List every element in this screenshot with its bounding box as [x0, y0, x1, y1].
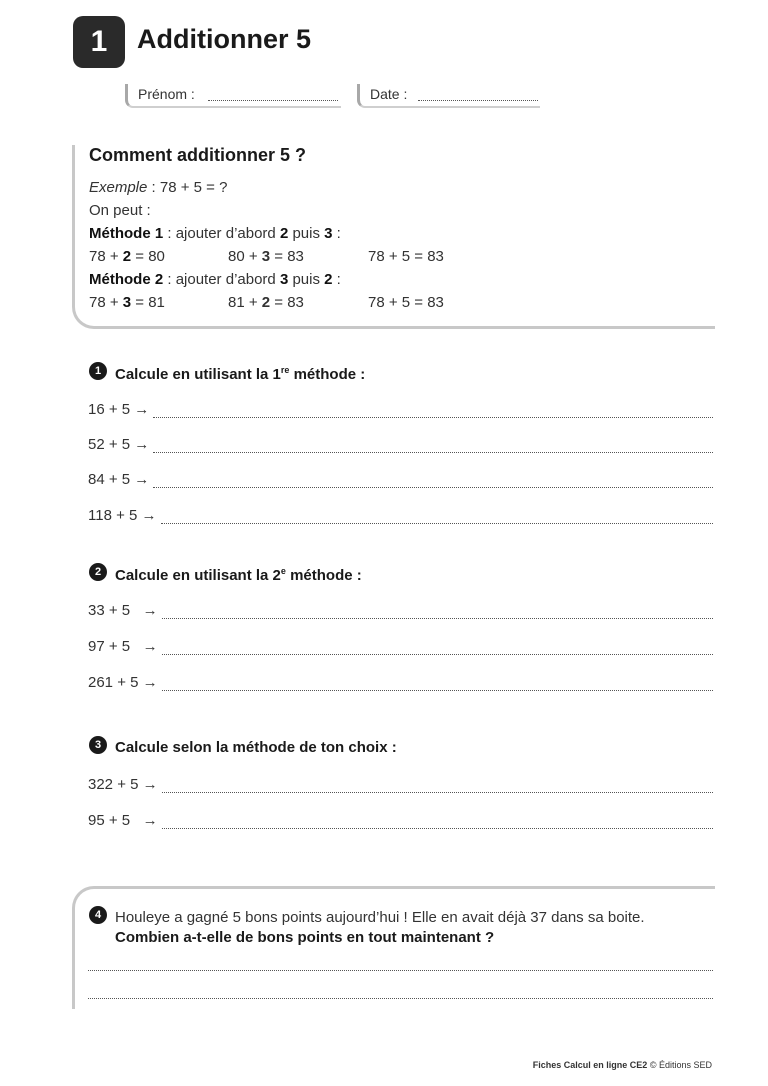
answer-row-label: 261 + 5 →	[88, 674, 158, 691]
method-box-title: Comment additionner 5 ?	[89, 145, 307, 165]
method-1-step-1: 78 + 2 = 80	[89, 248, 165, 265]
answer-row[interactable]	[88, 809, 713, 829]
method-1-text-a: : ajouter d’abord	[163, 225, 280, 242]
method-2-step-3: 78 + 5 = 83	[368, 294, 444, 311]
example-rest: : 78 + 5 = ?	[147, 179, 228, 196]
date-label: Date :	[370, 86, 408, 102]
method-1-line	[89, 225, 341, 242]
answer-dotted-line[interactable]	[153, 440, 713, 453]
prenom-dotted-line	[208, 90, 338, 101]
method-1-text-c: :	[332, 225, 341, 242]
answer-row[interactable]	[88, 599, 713, 619]
page-title: Additionner 5	[137, 24, 311, 54]
answer-dotted-line[interactable]	[153, 405, 713, 418]
exercise-3-number: 3	[89, 736, 107, 754]
method-2-label: Méthode 2	[89, 271, 164, 288]
exercise-1-title: Calcule en utilisant la 1re méthode :	[115, 365, 366, 383]
answer-row[interactable]	[88, 773, 713, 793]
answer-dotted-line[interactable]	[88, 970, 713, 971]
method-2-num2: 2	[324, 271, 333, 288]
answer-dotted-line[interactable]	[88, 998, 713, 999]
on-peut-line: On peut :	[89, 202, 151, 219]
method-1-num1: 2	[279, 225, 289, 242]
method-1-label: Méthode 1	[89, 225, 164, 242]
method-1-num2: 3	[324, 225, 333, 242]
exercise-2-title: Calcule en utilisant la 2e méthode :	[115, 566, 362, 584]
prenom-label: Prénom :	[138, 86, 195, 102]
answer-dotted-line[interactable]	[161, 511, 713, 524]
answer-row[interactable]	[88, 433, 713, 453]
exercise-3-title: Calcule selon la méthode de ton choix :	[115, 739, 397, 756]
method-2-step-1: 78 + 3 = 81	[89, 294, 165, 311]
method-2-step-2: 81 + 2 = 83	[228, 294, 304, 311]
method-2-num1: 3	[279, 271, 289, 288]
exercise-2-number: 2	[89, 563, 107, 581]
answer-row-label: 322 + 5 →	[88, 776, 158, 793]
answer-row-label: 97 + 5 →	[88, 638, 158, 655]
answer-dotted-line[interactable]	[162, 816, 713, 829]
answer-dotted-line[interactable]	[162, 678, 713, 691]
method-2-text-b: puis	[288, 271, 325, 288]
answer-dotted-line[interactable]	[153, 475, 713, 488]
prenom-field[interactable]	[125, 84, 341, 108]
answer-row-label: 52 + 5 →	[88, 436, 150, 453]
answer-row[interactable]	[88, 671, 713, 691]
method-1-step-3: 78 + 5 = 83	[368, 248, 444, 265]
answer-row-label: 84 + 5 →	[88, 471, 150, 488]
method-2-text-a: : ajouter d’abord	[163, 271, 280, 288]
footer-credit	[533, 1060, 712, 1070]
footer-series: Fiches Calcul en ligne CE2	[532, 1060, 648, 1070]
problem-box	[72, 886, 715, 1009]
example-line	[89, 179, 227, 196]
answer-row[interactable]	[88, 468, 713, 488]
answer-dotted-line[interactable]	[162, 642, 713, 655]
method-2-line	[89, 271, 341, 288]
answer-dotted-line[interactable]	[162, 606, 713, 619]
problem-text: Houleye a gagné 5 bons points aujourd’hui ! Elle en avait déjà 37 dans sa boite.	[115, 909, 645, 926]
answer-row-label: 118 + 5 →	[88, 507, 157, 524]
date-dotted-line	[418, 90, 538, 101]
answer-dotted-line[interactable]	[162, 780, 713, 793]
date-field[interactable]	[357, 84, 540, 108]
problem-question: Combien a-t-elle de bons points en tout maintenant ?	[115, 929, 495, 946]
exercise-1-number: 1	[89, 362, 107, 380]
method-2-text-c: :	[332, 271, 341, 288]
answer-row-label: 33 + 5 →	[88, 602, 158, 619]
example-word: Exemple	[89, 179, 148, 196]
answer-row[interactable]	[88, 635, 713, 655]
method-1-text-b: puis	[288, 225, 325, 242]
answer-row-label: 16 + 5 →	[88, 401, 150, 418]
footer-publisher: © Éditions SED	[647, 1060, 712, 1070]
answer-row-label: 95 + 5 →	[88, 812, 158, 829]
answer-row[interactable]	[88, 504, 713, 524]
exercise-number-badge: 1	[73, 16, 125, 68]
method-1-step-2: 80 + 3 = 83	[228, 248, 304, 265]
exercise-4-number: 4	[89, 906, 107, 924]
answer-row[interactable]	[88, 398, 713, 418]
